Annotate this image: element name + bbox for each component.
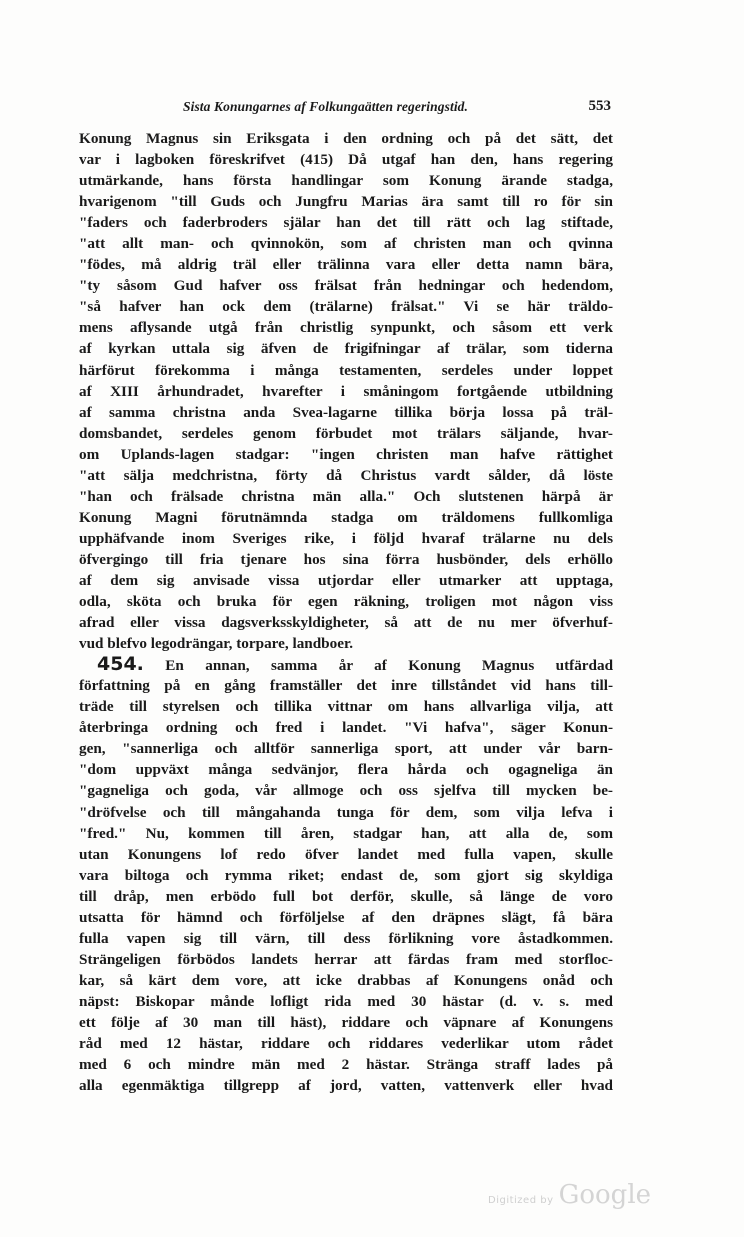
section-first-line-text: En annan, samma år af Konung Magnus utfärdad [165, 657, 613, 675]
text-line: var i lagboken föreskrifvet (415) Då utgaf han den, hans regering [79, 151, 613, 169]
text-line: med 6 och mindre män med 2 hästar. Stränga straff lades på [79, 1056, 613, 1074]
text-line: Strängeligen förbödos landets herrar att färdas fram med storfloc- [79, 950, 613, 968]
text-line: "så hafver han ock dem (trälarne) frälsat." Vi se här träldo- [79, 298, 613, 316]
text-line: vud blefvo legodrängar, torpare, landboer. [79, 635, 354, 653]
body-text [79, 128, 613, 1096]
text-line: utsatta för hämnd och förföljelse af den dräpnes slägt, få bära [79, 908, 613, 926]
text-line: "gagneliga och goda, vår allmoge och oss sjelfva till mycken be- [79, 782, 613, 800]
text-line: "han och frälsade christna män alla." Och slutstenen härpå är [79, 487, 613, 505]
text-line: kar, så kärt dem vore, att icke drabbas af Konungens onåd och [79, 971, 613, 989]
text-line: gen, "sannerliga och alltför sannerliga sport, att under vår barn- [79, 740, 613, 758]
page-number: 553 [588, 98, 611, 114]
text-line: "fred." Nu, kommen till åren, stadgar han, att alla de, som [79, 824, 613, 842]
text-line: till dråp, men erbödo full bot derför, skulle, så länge de voro [79, 887, 613, 905]
text-line: näpst: Biskopar månde lofligt rida med 30 hästar (d. v. s. med [79, 992, 613, 1010]
text-line: af samma christna anda Svea-lagarne tillika börja lossa på träl- [79, 403, 613, 421]
text-line: Konung Magnus sin Eriksgata i den ordning och på det sätt, det [79, 130, 613, 147]
text-line: af dem sig anvisade vissa utjordar eller utmarker att upptaga, [79, 571, 613, 589]
section-first-line [79, 654, 613, 675]
text-line: "födes, må aldrig träl eller trälinna vara eller detta namn bära, [79, 256, 613, 274]
running-head [79, 98, 611, 121]
text-line: hvarigenom "till Guds och Jungfru Marias ära samt till ro för sin [79, 193, 613, 211]
text-line: "ty såsom Gud hafver oss frälsat från hedningar och hedendom, [79, 277, 613, 295]
text-line: af XIII århundradet, hvarefter i småningom fortgående utbildning [79, 382, 613, 400]
text-line: träde till styrelsen och tillika vittnar om hans allvarliga vilja, att [79, 698, 613, 716]
text-line: "att allt man- och qvinnokön, som af christen man och qvinna [79, 235, 613, 253]
text-line: ett följe af 30 man till häst), riddare och väpnare af Konungens [79, 1013, 613, 1031]
text-line: utmärkande, hans första handlingar som Konung ärande stadga, [79, 172, 613, 190]
text-line: af kyrkan uttala sig äfven de frigifningar af trälar, som tiderna [79, 340, 613, 358]
text-line: vara biltoga och rymma riket; endast de, som gjort sig skyldiga [79, 866, 613, 884]
text-line: härförut förekomma i många testamenten, serdeles under loppet [79, 361, 613, 379]
running-title: Sista Konungarnes af Folkungaätten regeringstid. [183, 99, 468, 114]
text-line: "dröfvelse och till mångahanda tunga för dem, som vilja lefva i [79, 803, 613, 821]
text-line: alla egenmäktiga tillgrepp af jord, vatten, vattenverk eller hvad [79, 1077, 613, 1095]
text-line: afrad eller vissa dagsverksskyldigheter, så att de nu mer öfverhuf- [79, 614, 613, 632]
watermark-brand: Google [558, 1180, 652, 1210]
text-line: utan Konungens lof redo öfver landet med fulla vapen, skulle [79, 845, 613, 863]
text-line: om Uplands-lagen stadgar: "ingen christen man hafve rättighet [79, 445, 613, 463]
text-line: "dom uppväxt många sedvänjor, flera hårda och ogagneliga än [79, 761, 613, 779]
text-line: domsbandet, serdeles genom förbudet mot trälars säljande, hvar- [79, 424, 613, 442]
section-number: 454. [97, 654, 144, 676]
text-line: "att sälja medchristna, förty då Christus vardt sålder, då löste [79, 466, 613, 484]
text-line: råd med 12 hästar, riddare och riddares vederlikar utom rådet [79, 1035, 613, 1053]
text-line: mens aflysande utgå från christlig synpunkt, och såsom ett verk [79, 319, 613, 337]
text-line: "faders och faderbroders själar han det till rätt och lag stiftade, [79, 214, 613, 232]
text-line: fulla vapen sig till värn, till dess förlikning vore åstadkommen. [79, 929, 613, 947]
text-line: upphäfvande inom Sveriges rike, i följd hvaraf trälarne nu dels [79, 529, 613, 547]
digitized-by-google-watermark [488, 1180, 651, 1210]
watermark-prefix: Digitized by [488, 1195, 554, 1206]
text-line: odla, sköta och bruka för egen räkning, troligen mot någon viss [79, 593, 613, 611]
text-line: författning på en gång framställer det inre tillståndet vid hans till- [79, 677, 613, 695]
text-line: återbringa ordning och fred i landet. "Vi hafva", säger Konun- [79, 719, 613, 737]
text-line: öfvergingo till fria tjenare hos sina förra husbönder, dels erhöllo [79, 550, 613, 568]
text-line: Konung Magni förutnämnda stadga om träldomens fullkomliga [79, 508, 613, 526]
